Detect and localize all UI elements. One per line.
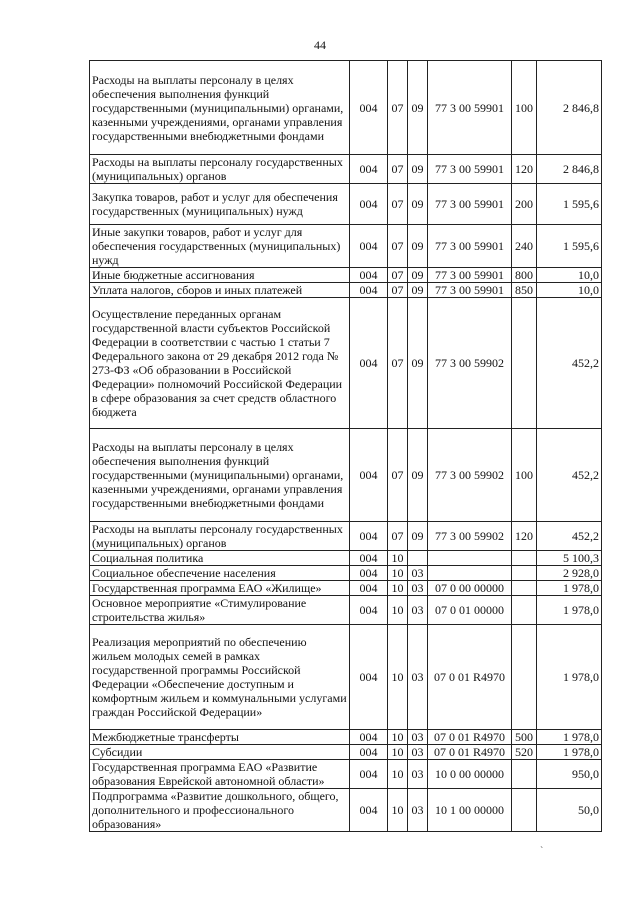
cell-vr	[512, 298, 537, 429]
cell-csr: 77 3 00 59901	[428, 155, 512, 184]
cell-csr: 77 3 00 59901	[428, 283, 512, 298]
cell-name: Уплата налогов, сборов и иных платежей	[90, 283, 350, 298]
cell-vr: 100	[512, 429, 537, 522]
cell-pr: 03	[408, 596, 428, 625]
cell-sum: 2 928,0	[537, 566, 602, 581]
cell-ved: 004	[350, 730, 388, 745]
cell-sum: 2 846,8	[537, 155, 602, 184]
cell-csr: 77 3 00 59901	[428, 61, 512, 155]
cell-ved: 004	[350, 596, 388, 625]
cell-sum: 1 978,0	[537, 745, 602, 760]
cell-csr: 07 0 00 00000	[428, 581, 512, 596]
cell-rz: 07	[388, 155, 408, 184]
cell-rz: 10	[388, 760, 408, 789]
table-row	[90, 625, 602, 730]
cell-ved: 004	[350, 283, 388, 298]
cell-sum: 1 978,0	[537, 581, 602, 596]
table-row	[90, 581, 602, 596]
table-row	[90, 61, 602, 155]
cell-vr	[512, 625, 537, 730]
cell-rz: 10	[388, 730, 408, 745]
cell-sum: 50,0	[537, 789, 602, 832]
cell-rz: 07	[388, 298, 408, 429]
table-row	[90, 789, 602, 832]
table-row	[90, 225, 602, 268]
cell-sum: 452,2	[537, 522, 602, 551]
cell-ved: 004	[350, 522, 388, 551]
cell-rz: 07	[388, 429, 408, 522]
cell-ved: 004	[350, 429, 388, 522]
cell-name: Осуществление переданных органам государственной власти субъектов Российской Федерации в соответствии с частью 1 статьи 7 Федерального закона от 29 декабря 2012 года № 273-ФЗ «Об образовании в Российской Федерации» полномочий Российской Федерации в сфере образования за счет средств областного бюджета	[90, 298, 350, 429]
cell-name: Социальная политика	[90, 551, 350, 566]
table-row	[90, 596, 602, 625]
cell-rz: 07	[388, 184, 408, 225]
cell-csr: 77 3 00 59901	[428, 268, 512, 283]
cell-name: Государственная программа ЕАО «Развитие образования Еврейской автономной области»	[90, 760, 350, 789]
cell-ved: 004	[350, 581, 388, 596]
cell-ved: 004	[350, 745, 388, 760]
cell-name: Закупка товаров, работ и услуг для обеспечения государственных (муниципальных) нужд	[90, 184, 350, 225]
cell-vr	[512, 760, 537, 789]
cell-csr: 77 3 00 59902	[428, 522, 512, 551]
cell-ved: 004	[350, 268, 388, 283]
cell-name: Субсидии	[90, 745, 350, 760]
table-row	[90, 283, 602, 298]
cell-pr: 03	[408, 745, 428, 760]
budget-table	[89, 60, 602, 832]
table-row	[90, 155, 602, 184]
cell-vr: 200	[512, 184, 537, 225]
cell-pr	[408, 551, 428, 566]
cell-name: Расходы на выплаты персоналу в целях обеспечения выполнения функций государственными (муниципальными) органами, казенными учреждениями, органами управления государственными внебюджетными фондами	[90, 61, 350, 155]
cell-vr: 120	[512, 155, 537, 184]
cell-pr: 09	[408, 184, 428, 225]
table-row	[90, 760, 602, 789]
cell-name: Социальное обеспечение населения	[90, 566, 350, 581]
cell-ved: 004	[350, 155, 388, 184]
cell-ved: 004	[350, 789, 388, 832]
cell-name: Расходы на выплаты персоналу в целях обеспечения выполнения функций государственными (муниципальными) органами, казенными учреждениями, органами управления государственными внебюджетными фондами	[90, 429, 350, 522]
cell-csr: 77 3 00 59901	[428, 225, 512, 268]
cell-pr: 03	[408, 625, 428, 730]
table-row	[90, 745, 602, 760]
cell-sum: 10,0	[537, 283, 602, 298]
cell-rz: 10	[388, 566, 408, 581]
cell-csr: 77 3 00 59902	[428, 429, 512, 522]
cell-rz: 10	[388, 551, 408, 566]
cell-pr: 09	[408, 283, 428, 298]
scan-artifact: `	[540, 846, 544, 857]
cell-pr: 09	[408, 268, 428, 283]
cell-rz: 10	[388, 789, 408, 832]
cell-sum: 452,2	[537, 298, 602, 429]
cell-csr: 10 1 00 00000	[428, 789, 512, 832]
cell-pr: 03	[408, 789, 428, 832]
table-row	[90, 268, 602, 283]
cell-pr: 09	[408, 155, 428, 184]
cell-pr: 09	[408, 298, 428, 429]
cell-ved: 004	[350, 184, 388, 225]
cell-rz: 07	[388, 522, 408, 551]
cell-name: Иные закупки товаров, работ и услуг для обеспечения государственных (муниципальных) нужд	[90, 225, 350, 268]
cell-csr: 10 0 00 00000	[428, 760, 512, 789]
cell-csr: 07 0 01 R4970	[428, 625, 512, 730]
cell-name: Расходы на выплаты персоналу государственных (муниципальных) органов	[90, 522, 350, 551]
cell-pr: 03	[408, 730, 428, 745]
cell-vr: 800	[512, 268, 537, 283]
cell-name: Подпрограмма «Развитие дошкольного, общего, дополнительного и профессионального образования»	[90, 789, 350, 832]
cell-sum: 1 978,0	[537, 730, 602, 745]
cell-ved: 004	[350, 61, 388, 155]
cell-vr	[512, 789, 537, 832]
cell-pr: 09	[408, 225, 428, 268]
cell-csr	[428, 551, 512, 566]
cell-pr: 03	[408, 581, 428, 596]
table-row	[90, 298, 602, 429]
cell-vr: 500	[512, 730, 537, 745]
cell-ved: 004	[350, 551, 388, 566]
cell-vr: 520	[512, 745, 537, 760]
cell-rz: 07	[388, 225, 408, 268]
table-row	[90, 184, 602, 225]
cell-name: Реализация мероприятий по обеспечению жильем молодых семей в рамках государственной программы Российской Федерации «Обеспечение доступным и комфортным жильем и коммунальными услугами граждан Российской Федерации»	[90, 625, 350, 730]
cell-rz: 10	[388, 745, 408, 760]
cell-name: Иные бюджетные ассигнования	[90, 268, 350, 283]
cell-sum: 2 846,8	[537, 61, 602, 155]
cell-ved: 004	[350, 298, 388, 429]
cell-sum: 1 595,6	[537, 184, 602, 225]
cell-csr: 07 0 01 R4970	[428, 730, 512, 745]
cell-rz: 07	[388, 283, 408, 298]
cell-sum: 452,2	[537, 429, 602, 522]
cell-csr: 07 0 01 R4970	[428, 745, 512, 760]
cell-pr: 09	[408, 61, 428, 155]
table-row	[90, 429, 602, 522]
table-row	[90, 522, 602, 551]
cell-vr: 100	[512, 61, 537, 155]
cell-vr	[512, 551, 537, 566]
cell-sum: 10,0	[537, 268, 602, 283]
cell-vr	[512, 581, 537, 596]
cell-vr	[512, 566, 537, 581]
cell-pr: 09	[408, 429, 428, 522]
cell-vr: 240	[512, 225, 537, 268]
cell-vr	[512, 596, 537, 625]
cell-name: Межбюджетные трансферты	[90, 730, 350, 745]
cell-rz: 07	[388, 61, 408, 155]
cell-rz: 10	[388, 581, 408, 596]
cell-ved: 004	[350, 566, 388, 581]
page-number: 44	[314, 38, 326, 52]
cell-rz: 07	[388, 268, 408, 283]
cell-ved: 004	[350, 225, 388, 268]
cell-pr: 03	[408, 760, 428, 789]
cell-vr: 850	[512, 283, 537, 298]
cell-sum: 5 100,3	[537, 551, 602, 566]
cell-csr: 07 0 01 00000	[428, 596, 512, 625]
table-row	[90, 551, 602, 566]
cell-rz: 10	[388, 596, 408, 625]
table-body	[90, 61, 602, 832]
cell-ved: 004	[350, 760, 388, 789]
cell-pr: 03	[408, 566, 428, 581]
cell-vr: 120	[512, 522, 537, 551]
table-row	[90, 730, 602, 745]
cell-csr: 77 3 00 59901	[428, 184, 512, 225]
cell-sum: 950,0	[537, 760, 602, 789]
cell-pr: 09	[408, 522, 428, 551]
cell-ved: 004	[350, 625, 388, 730]
cell-sum: 1 595,6	[537, 225, 602, 268]
cell-csr	[428, 566, 512, 581]
cell-csr: 77 3 00 59902	[428, 298, 512, 429]
cell-name: Основное мероприятие «Стимулирование строительства жилья»	[90, 596, 350, 625]
cell-sum: 1 978,0	[537, 625, 602, 730]
cell-sum: 1 978,0	[537, 596, 602, 625]
cell-name: Расходы на выплаты персоналу государственных (муниципальных) органов	[90, 155, 350, 184]
cell-name: Государственная программа ЕАО «Жилище»	[90, 581, 350, 596]
table-row	[90, 566, 602, 581]
cell-rz: 10	[388, 625, 408, 730]
